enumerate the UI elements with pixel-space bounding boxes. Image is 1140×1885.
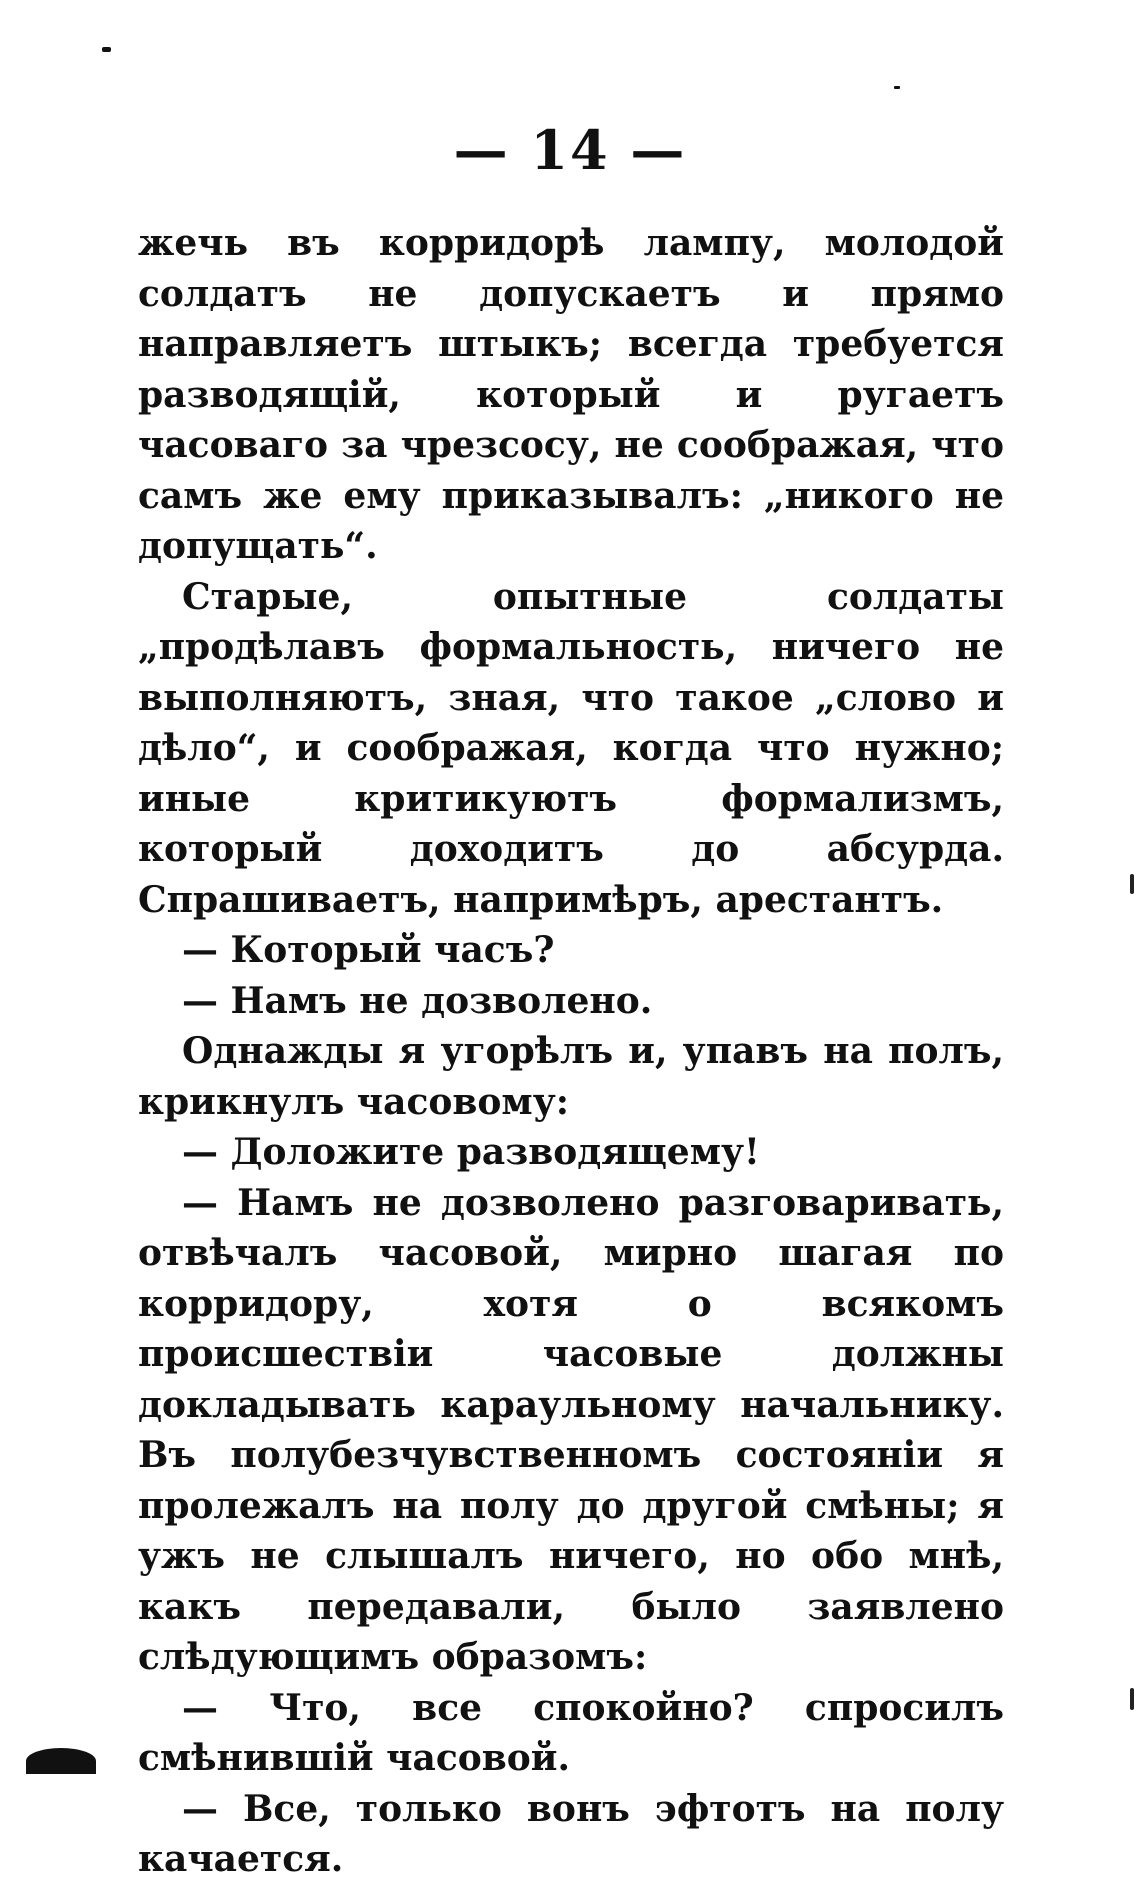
dialogue-line: — Доложите разводящему!: [182, 1131, 760, 1173]
ink-speck: [894, 86, 900, 89]
dialogue-line: — Что, все спокойно? спросилъ смѣнившій часовой.: [138, 1686, 1004, 1779]
dialogue-line: — Намъ не дозволено разговаривать, отвѣчалъ часовой, мирно шагая по корридору, хотя о всякомъ происшествіи часовые должны докладывать караульному начальнику. Въ полубезчувственномъ состояніи я пролежалъ на полу до другой смѣны; я ужъ не слышалъ ничего, но обо мнѣ, какъ передавали, было заявлено слѣдующимъ образомъ:: [138, 1181, 1004, 1678]
ink-speck: [102, 47, 111, 52]
page-edge-mark: [1130, 1688, 1134, 1710]
dialogue-line: — Все, только вонъ эфтотъ на полу качается.: [138, 1787, 1004, 1880]
ink-smudge: [26, 1748, 96, 1774]
page-number: — 14 —: [453, 118, 687, 182]
paragraph: Старые, опытные солдаты „продѣлавъ формальность, ничего не выполняютъ, зная, что такое „слово и дѣло“, и соображая, когда что нужно; иные критикуютъ формализмъ, который доходитъ до абсурда. Спрашиваетъ, напримѣръ, арестантъ.: [138, 575, 1004, 921]
paragraph: Однажды я угорѣлъ и, упавъ на полъ, крикнулъ часовому:: [138, 1030, 1004, 1123]
page-edge-mark: [1130, 874, 1134, 894]
dialogue-line: — Намъ не дозволено.: [182, 979, 653, 1022]
body-text: [138, 218, 1004, 1885]
dialogue-line: — Который часъ?: [182, 929, 555, 971]
paragraph: жечь въ корридорѣ лампу, молодой солдатъ не допускаетъ и прямо направляетъ штыкъ; всегда требуется разводящій, который и ругаетъ часоваго за чрезсосу, не соображая, что самъ же ему приказывалъ: „никого не допущать“.: [138, 222, 1004, 567]
